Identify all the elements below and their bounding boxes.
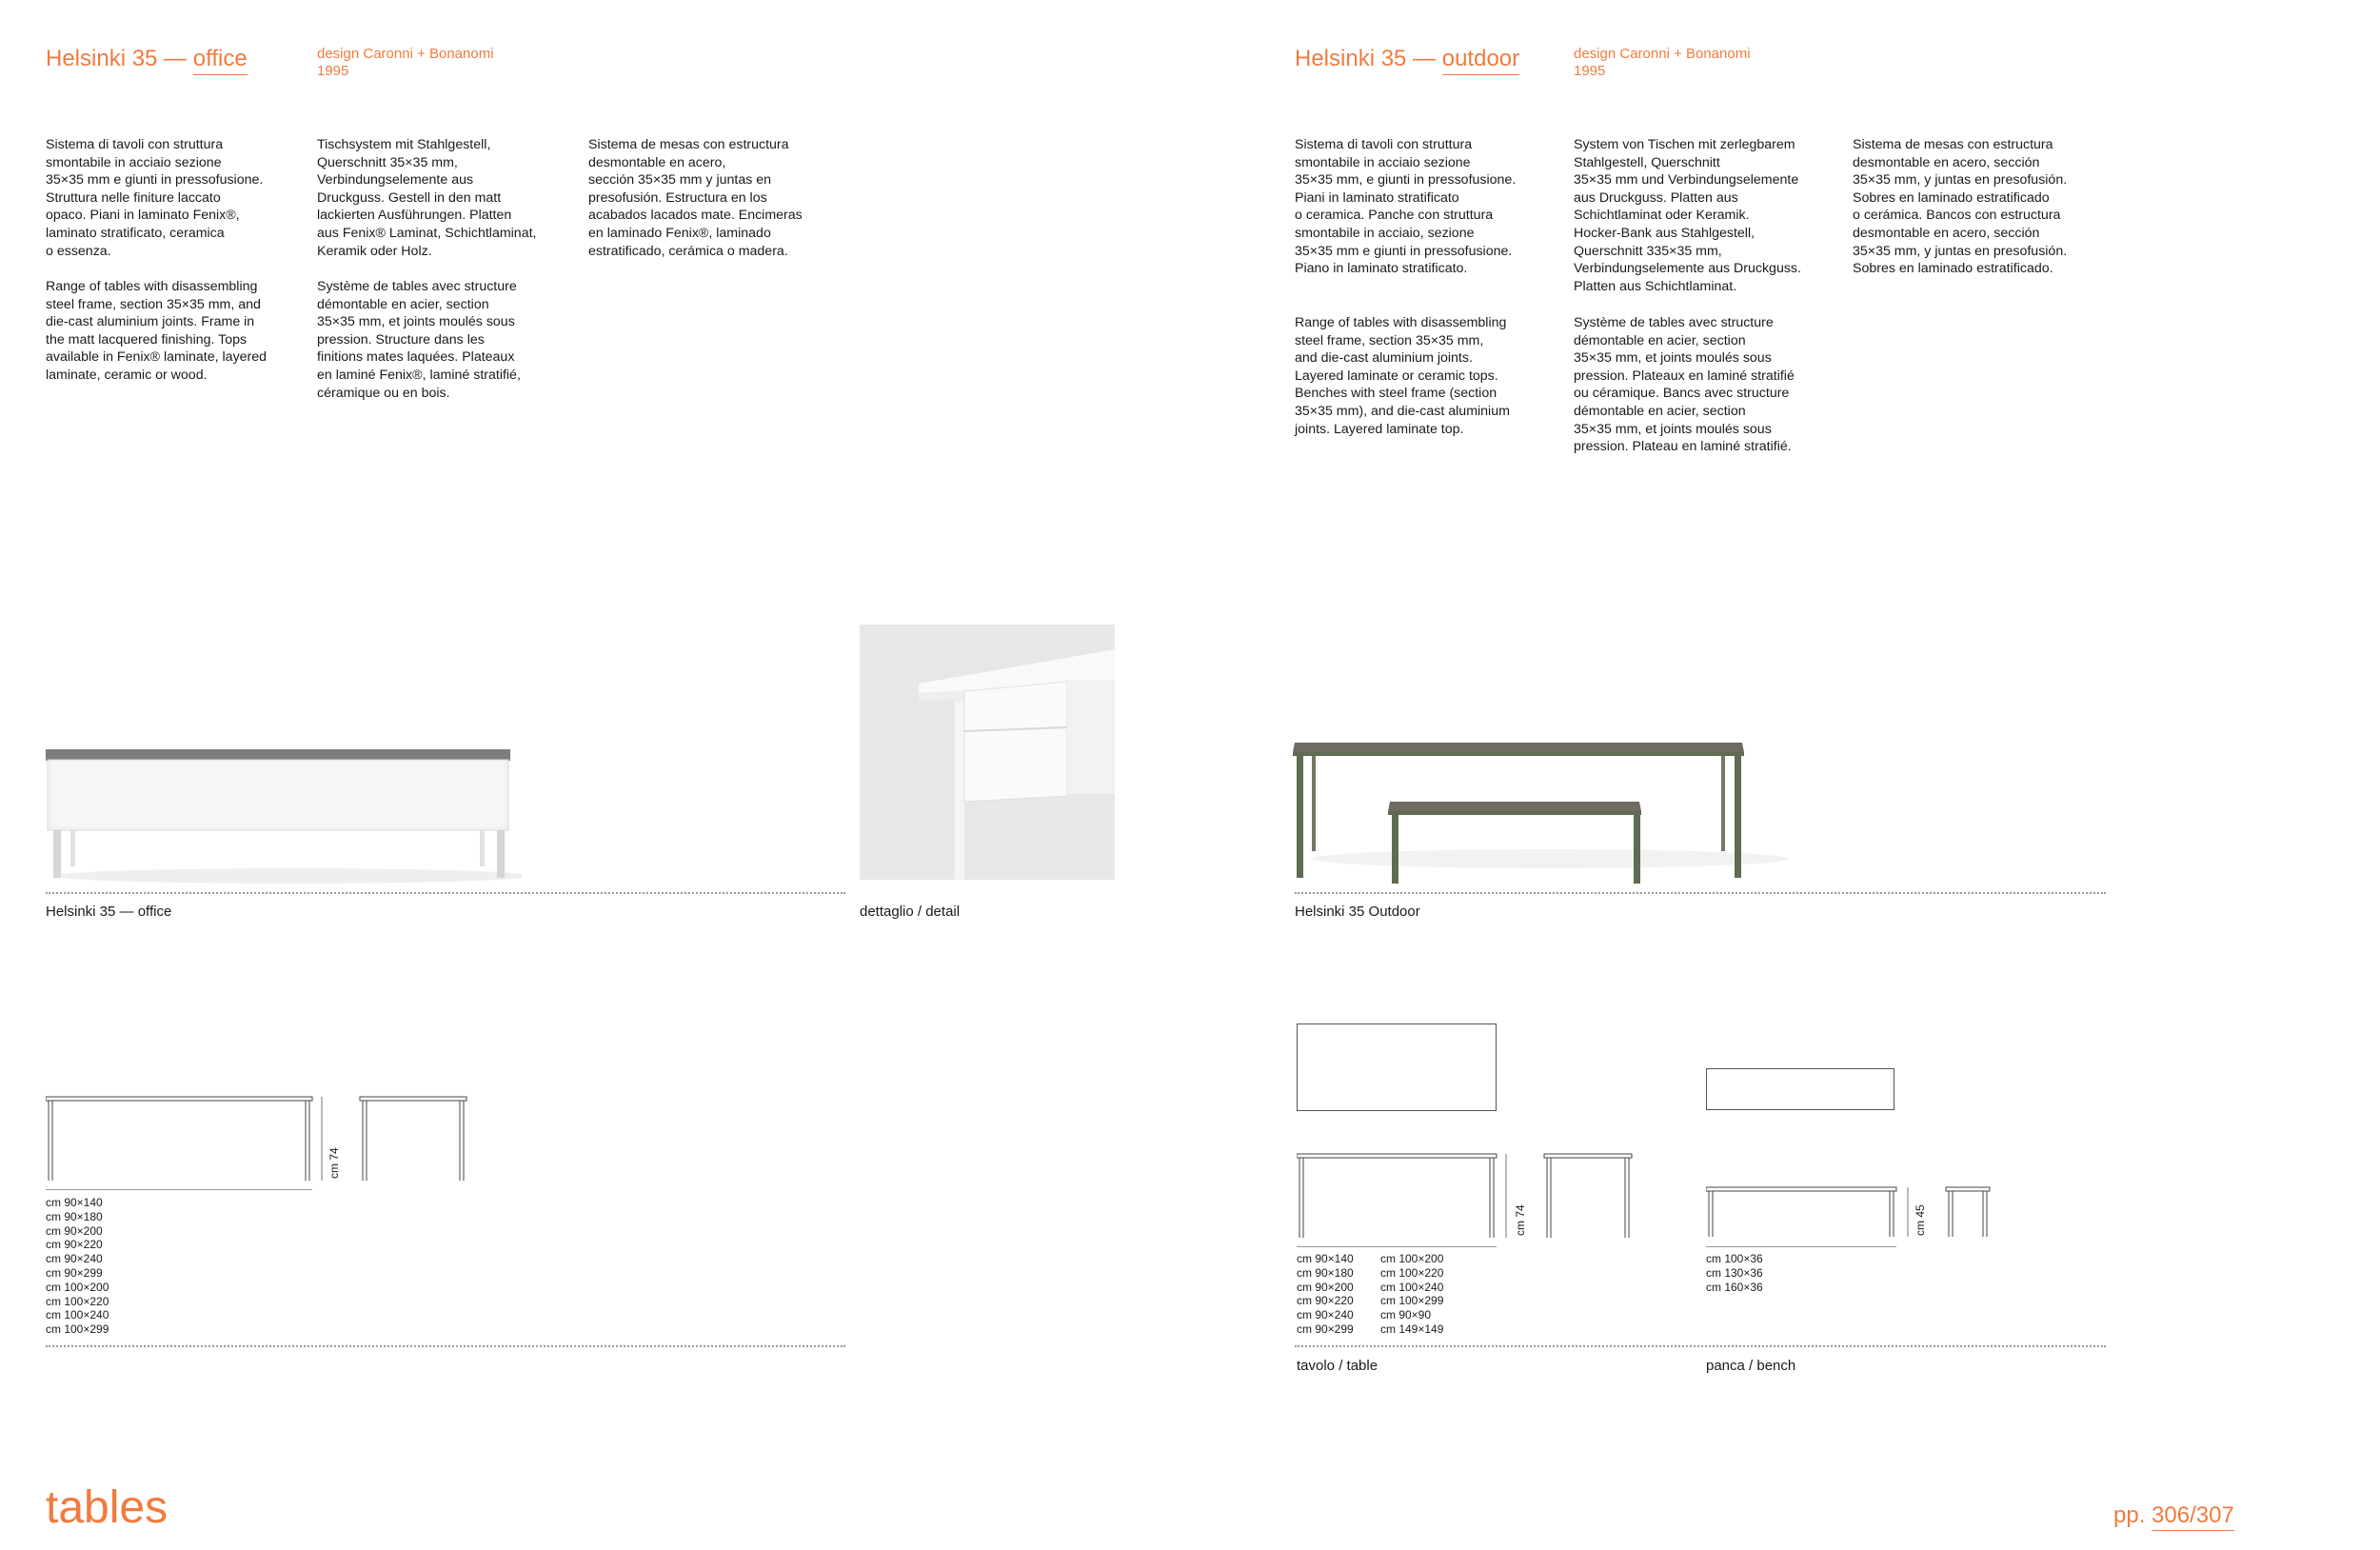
size-item: cm 100×200 xyxy=(46,1280,109,1294)
caption-detail: dettaglio / detail xyxy=(860,904,961,920)
design-year: 1995 xyxy=(317,63,349,79)
caption-table: tavolo / table xyxy=(1297,1358,1378,1374)
page-numbers xyxy=(2113,1502,2234,1529)
size-item: cm 100×200 xyxy=(1380,1252,1444,1265)
dimension-rule xyxy=(46,1189,312,1190)
size-item: cm 100×220 xyxy=(46,1294,109,1308)
size-item: cm 90×180 xyxy=(46,1209,103,1223)
size-item: cm 100×240 xyxy=(1380,1280,1444,1294)
detail-photo xyxy=(860,625,1115,880)
size-item: cm 130×36 xyxy=(1706,1265,1763,1280)
office-table-drawing xyxy=(46,1095,493,1190)
description-en: Range of tables with disassembling steel frame, section 35×35 mm, and die-cast aluminium joints. Frame in the matt lacquered finishing. Tops available in Fenix® laminate, layered laminate, ceramic or wood. xyxy=(46,279,268,383)
divider xyxy=(46,892,845,894)
description-it: Sistema di tavoli con struttura smontabile in acciaio sezione 35×35 mm e giunti in pressofusione. Struttura nelle finiture laccato opaco. Piani in laminato Fenix®, laminato stratificato, ceramica o essenza. xyxy=(46,137,264,259)
outdoor-link[interactable]: outdoor xyxy=(1442,46,1519,75)
dimension-rule xyxy=(1706,1246,1896,1247)
size-item: cm 90×90 xyxy=(1380,1308,1432,1322)
designer-credit xyxy=(317,46,494,80)
description-de: Tischsystem mit Stahlgestell, Querschnitt 35×35 mm, Verbindungselemente aus Druckguss. Gestell in den matt lackierten Ausführungen. Platten aus Fenix® Laminat, Schichtlaminat, Keramik oder Holz. xyxy=(317,137,537,259)
size-item: cm 90×299 xyxy=(46,1265,103,1280)
size-item: cm 100×299 xyxy=(1380,1294,1444,1308)
size-item: cm 100×240 xyxy=(46,1308,109,1322)
caption-bench: panca / bench xyxy=(1706,1358,1796,1374)
designer-name: design Caronni + Bonanomi xyxy=(317,46,494,62)
dimension-rule xyxy=(1297,1246,1497,1247)
pages-prefix: pp. xyxy=(2113,1502,2146,1528)
divider xyxy=(46,1345,845,1347)
bench-size-list xyxy=(1706,1252,1763,1294)
description-es: Sistema de mesas con estructura desmontable en acero, sección 35×35 mm y juntas en presofusión. Estructura en los acabados lacados mate. Encimeras en laminado Fenix®, laminado estratificado, cerámica o madera. xyxy=(588,137,803,259)
description-de: System von Tischen mit zerlegbarem Stahlgestell, Querschnitt 35×35 mm und Verbindungselemente aus Druckguss. Platten aus Schichtlaminat oder Keramik. Hocker-Bank aus Stahlgestell, Querschnitt 335×35 mm, Verbindungselemente aus Druckguss. Platten aus Schichtlaminat. xyxy=(1574,137,1801,294)
bench-drawing xyxy=(1706,1185,2001,1242)
size-item: cm 90×299 xyxy=(1297,1321,1354,1336)
divider xyxy=(1295,892,2106,894)
size-item: cm 90×220 xyxy=(1297,1294,1354,1308)
table-height-label: cm 74 xyxy=(1514,1204,1527,1236)
size-item: cm 100×220 xyxy=(1380,1265,1444,1280)
table-size-list-1 xyxy=(1297,1252,1354,1337)
office-desk-photo xyxy=(46,743,522,885)
outdoor-table-photo xyxy=(1293,735,1788,887)
page-title-outdoor xyxy=(1295,46,1519,72)
caption-outdoor: Helsinki 35 Outdoor xyxy=(1295,904,1420,920)
bench-plan-view xyxy=(1706,1068,1894,1110)
size-item: cm 90×200 xyxy=(46,1223,103,1238)
office-size-list xyxy=(46,1196,109,1337)
size-item: cm 90×240 xyxy=(1297,1308,1354,1322)
design-year: 1995 xyxy=(1574,63,1606,79)
title-prefix: Helsinki 35 — xyxy=(46,46,188,71)
page-title-office xyxy=(46,46,248,72)
height-label: cm 74 xyxy=(327,1147,341,1179)
bench-height-label: cm 45 xyxy=(1914,1204,1927,1236)
description-es: Sistema de mesas con estructura desmontable en acero, sección 35×35 mm, y juntas en presofusión. Sobres en laminado estratificado o cerámica. Bancos con estructura desmontable en acero, sección 35×35 mm, y juntas en presofusión. Sobres en laminado estratificado. xyxy=(1853,137,2068,277)
size-item: cm 90×200 xyxy=(1297,1280,1354,1294)
size-item: cm 90×140 xyxy=(1297,1252,1354,1265)
size-item: cm 100×36 xyxy=(1706,1252,1763,1265)
outdoor-table-drawing xyxy=(1297,1152,1639,1247)
title-prefix: Helsinki 35 — xyxy=(1295,46,1437,71)
description-fr: Système de tables avec structure démontable en acier, section 35×35 mm, et joints moulés sous pression. Structure dans les finitions mates laquées. Plateaux en laminé Fenix®, laminé stratifié, céramique ou en bois. xyxy=(317,279,521,401)
designer-name: design Caronni + Bonanomi xyxy=(1574,46,1751,62)
size-item: cm 90×220 xyxy=(46,1238,103,1252)
description-fr: Système de tables avec structure démontable en acier, section 35×35 mm, et joints moulés sous pression. Plateaux en laminé stratifié ou céramique. Bancs avec structure démontable en acier, section 35×35 mm, et joints moulés sous pression. Plateau en laminé stratifié. xyxy=(1574,315,1795,455)
table-plan-view xyxy=(1297,1023,1497,1111)
office-link[interactable]: office xyxy=(193,46,248,75)
size-item: cm 90×240 xyxy=(46,1252,103,1266)
size-item: cm 160×36 xyxy=(1706,1280,1763,1294)
table-size-list-2 xyxy=(1380,1252,1443,1337)
designer-credit xyxy=(1574,46,1751,80)
size-item: cm 90×180 xyxy=(1297,1265,1354,1280)
size-item: cm 90×140 xyxy=(46,1196,103,1209)
size-item: cm 100×299 xyxy=(46,1322,109,1337)
size-item: cm 149×149 xyxy=(1380,1321,1444,1336)
description-en: Range of tables with disassembling steel frame, section 35×35 mm, and die-cast aluminium joints. Layered laminate or ceramic tops. Benches with steel frame (section 35×35 mm), and die-cast aluminium joints. Layered laminate top. xyxy=(1295,315,1510,437)
divider xyxy=(1295,1345,2106,1347)
section-title: tables xyxy=(46,1482,169,1533)
caption-office: Helsinki 35 — office xyxy=(46,904,172,920)
description-it: Sistema di tavoli con struttura smontabile in acciaio sezione 35×35 mm, e giunti in pressofusione. Piani in laminato stratificato o ceramica. Panche con struttura smontabile in acciaio, sezione 35×35 mm e giunti in pressofusione. Piano in laminato stratificato. xyxy=(1295,137,1517,277)
pages-link[interactable]: 306/307 xyxy=(2152,1502,2234,1531)
